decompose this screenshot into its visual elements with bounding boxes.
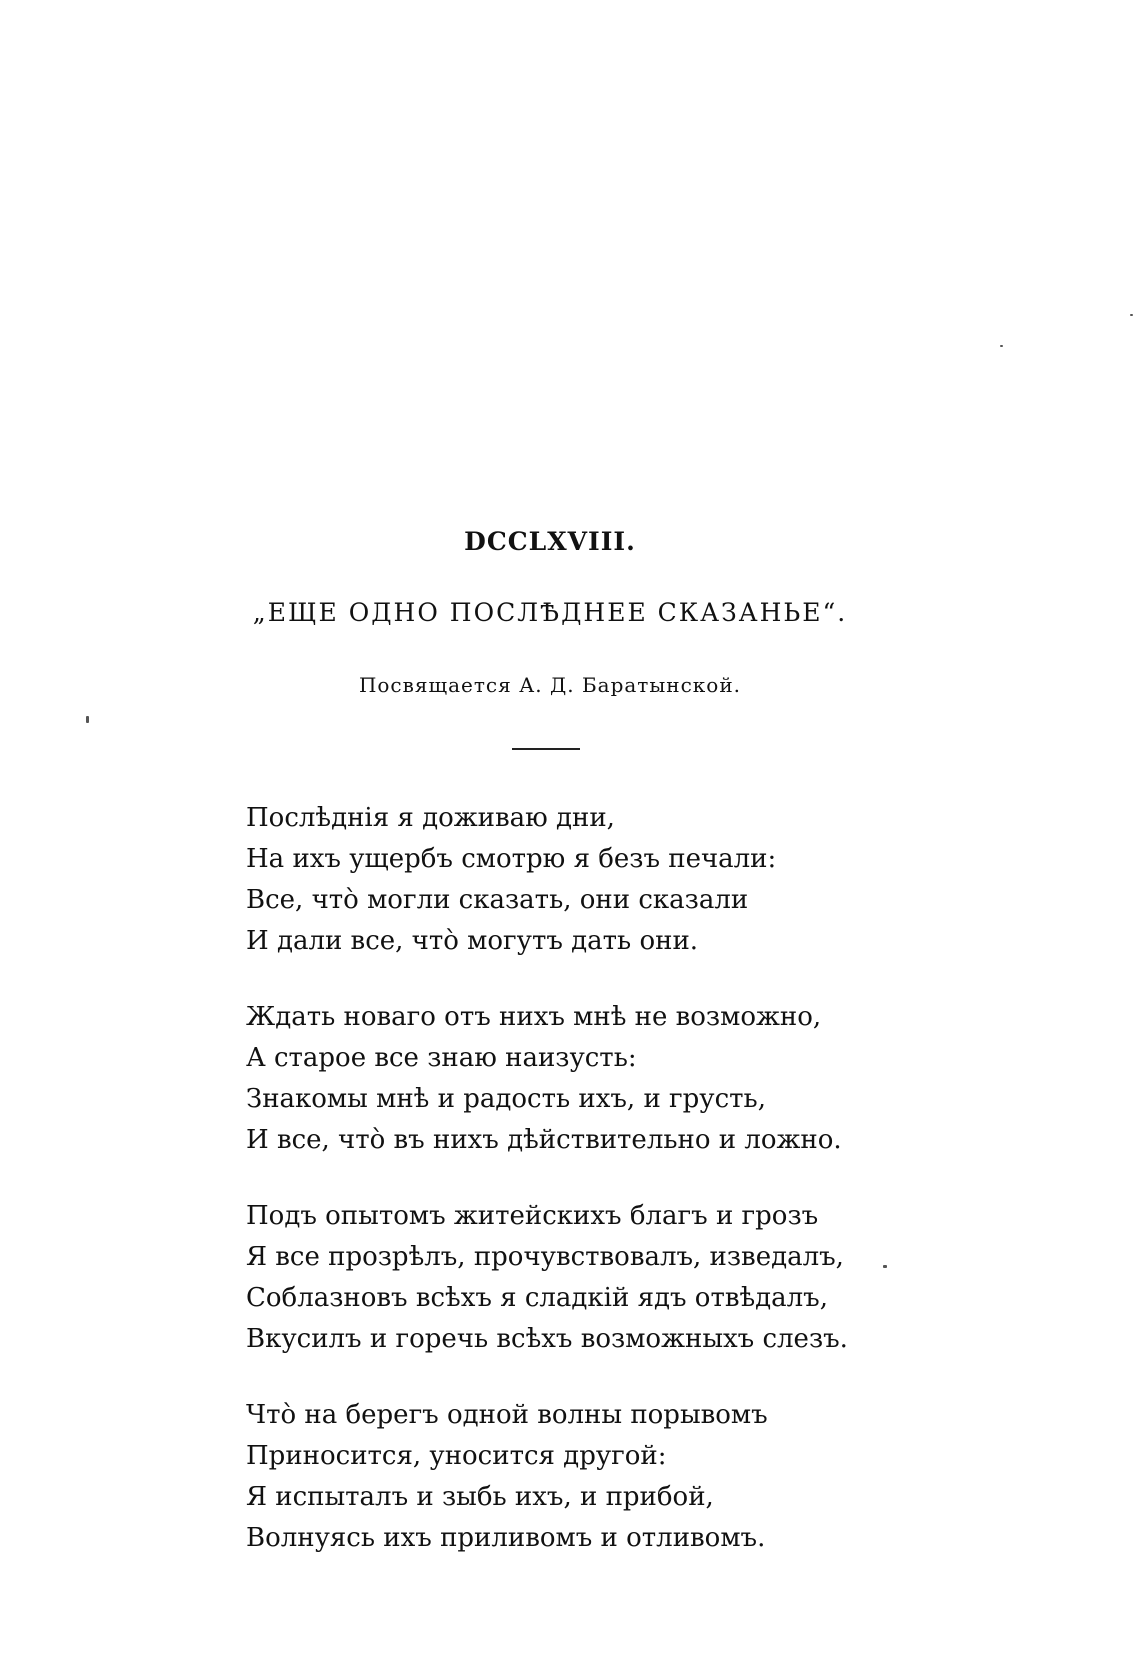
stanza-4 — [246, 1395, 946, 1559]
verse-line: Ждать новаго отъ нихъ мнѣ не возможно, — [246, 1002, 822, 1032]
verse-line: И дали все, чтò могутъ дать они. — [246, 926, 699, 956]
poem-number: DCCLXVIII. — [464, 527, 636, 556]
scan-speck — [1130, 314, 1133, 316]
poem-dedication: Посвящается А. Д. Баратынской. — [358, 673, 742, 697]
verse-line: На ихъ ущербъ смотрю я безъ печали: — [246, 844, 777, 874]
stanza-2 — [246, 997, 946, 1161]
verse-line: Волнуясь ихъ приливомъ и отливомъ. — [246, 1523, 766, 1553]
verse-line: Я все прозрѣлъ, прочувствовалъ, изведалъ, — [246, 1242, 844, 1272]
verse-line: Знакомы мнѣ и радость ихъ, и грусть, — [246, 1084, 766, 1114]
poem-title: „ЕЩЕ ОДНО ПОСЛѢДНЕЕ СКАЗАНЬЕ“. — [252, 598, 848, 627]
stanza-1 — [246, 798, 946, 962]
stanza-3 — [246, 1196, 946, 1360]
verse-line: Вкусилъ и горечь всѣхъ возможныхъ слезъ. — [246, 1324, 848, 1354]
verse-line: Все, чтò могли сказать, они сказали — [246, 885, 749, 915]
verse-line: Чтò на берегъ одной волны порывомъ — [246, 1400, 768, 1430]
verse-line: И все, чтò въ нихъ дѣйствительно и ложно. — [246, 1125, 842, 1155]
verse-line: Послѣднія я доживаю дни, — [246, 803, 615, 833]
verse-line: Соблазновъ всѣхъ я сладкій ядъ отвѣдалъ, — [246, 1283, 828, 1313]
scan-speck — [86, 716, 89, 723]
verse-line: Подъ опытомъ житейскихъ благъ и грозъ — [246, 1201, 819, 1231]
verse-line: Приносится, уносится другой: — [246, 1441, 667, 1471]
verse-line: Я испыталъ и зыбь ихъ, и прибой, — [246, 1482, 714, 1512]
scan-speck — [883, 1265, 887, 1268]
section-divider — [512, 748, 580, 750]
scan-speck — [1000, 345, 1003, 347]
verse-line: А старое все знаю наизусть: — [246, 1043, 637, 1073]
